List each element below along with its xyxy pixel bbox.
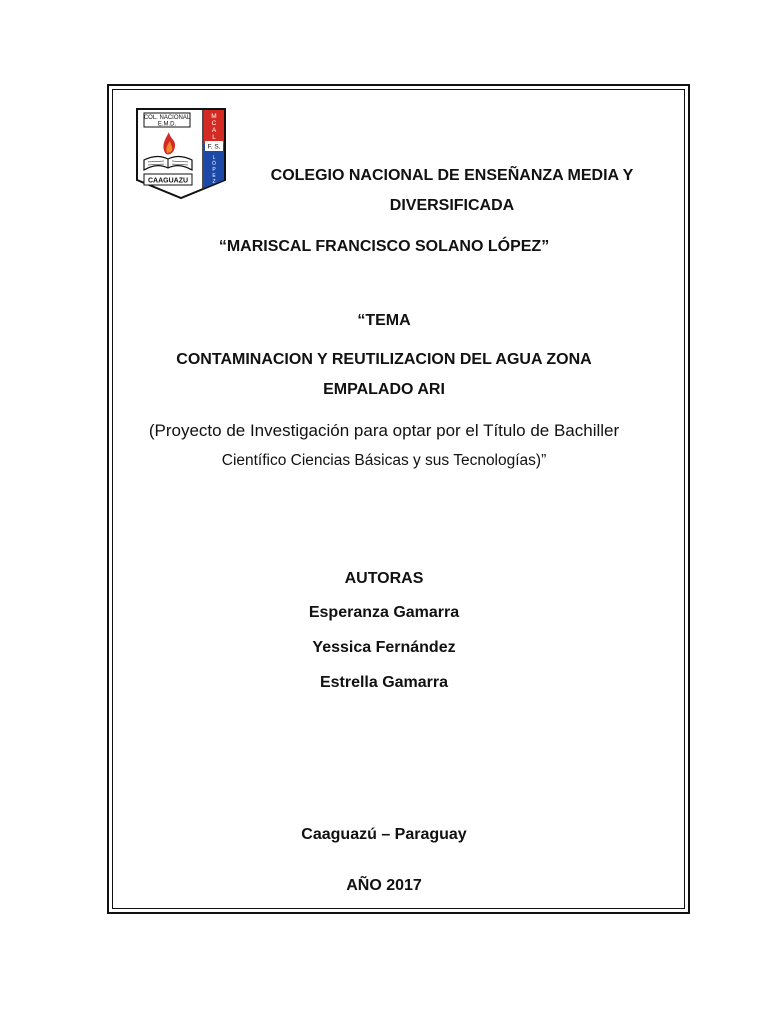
author-name: Yessica Fernández [312, 639, 456, 656]
project-line-2: Científico Ciencias Básicas y sus Tecnologías)” [221, 452, 547, 469]
school-logo [136, 108, 226, 200]
school-name: “MARISCAL FRANCISCO SOLANO LÓPEZ” [218, 238, 550, 255]
school-line-1: COLEGIO NACIONAL DE ENSEÑANZA MEDIA Y [270, 167, 634, 184]
svg-text:CAAGUAZU: CAAGUAZU [147, 177, 189, 185]
theme-title-line-2: EMPALADO ARI [323, 381, 445, 398]
svg-text:E: E [212, 173, 216, 179]
author-name: Esperanza Gamarra [308, 604, 460, 621]
svg-text:A: A [211, 127, 217, 134]
svg-text:F. S.: F. S. [207, 143, 221, 151]
svg-text:L: L [212, 155, 216, 161]
svg-text:Ó: Ó [212, 161, 216, 167]
svg-text:L: L [212, 134, 216, 141]
year: AÑO 2017 [346, 877, 422, 894]
svg-text:P: P [212, 167, 216, 173]
svg-text:M: M [211, 113, 217, 120]
svg-text:C: C [211, 120, 217, 127]
svg-text:Z: Z [212, 179, 216, 185]
svg-text:E.M.D.: E.M.D. [157, 121, 177, 128]
project-line-1: (Proyecto de Investigación para optar por el Título de Bachiller [148, 421, 620, 440]
authors-heading: AUTORAS [344, 570, 424, 587]
school-line-2: DIVERSIFICADA [389, 197, 515, 214]
svg-text:COL. NACIONAL: COL. NACIONAL [143, 115, 191, 121]
author-name: Estrella Gamarra [319, 674, 449, 691]
theme-title-line-1: CONTAMINACION Y REUTILIZACION DEL AGUA ZONA [176, 351, 592, 368]
location: Caaguazú – Paraguay [301, 826, 467, 843]
theme-label: “TEMA [357, 312, 411, 329]
